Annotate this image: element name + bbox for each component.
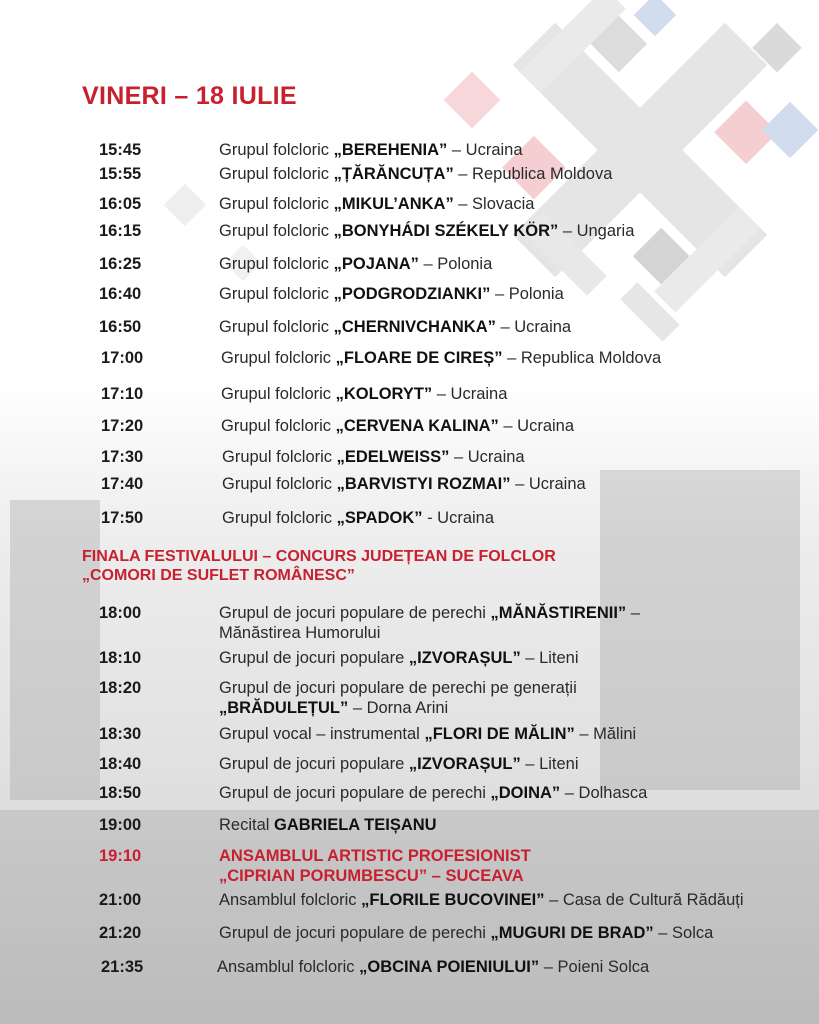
- ensemble-name: „BONYHÁDI SZÉKELY KÖR”: [333, 222, 559, 240]
- event-description: [219, 890, 809, 910]
- event-prefix: Grupul folcloric: [219, 255, 334, 273]
- event-location: – Mălini: [574, 725, 637, 743]
- event-description: [219, 648, 809, 668]
- event-prefix: Grupul folcloric: [219, 285, 334, 303]
- ensemble-name: „EDELWEISS”: [336, 448, 450, 466]
- event-description: [219, 221, 809, 241]
- event-location: – Poieni Solca: [539, 958, 650, 976]
- event-description: [219, 603, 809, 643]
- event-location: – Ucraina: [495, 318, 572, 336]
- event-location: – Casa de Cultură Rădăuți: [544, 891, 744, 909]
- time-label: 16:40: [99, 285, 142, 303]
- event-description: [219, 194, 809, 214]
- event-description: [222, 447, 812, 467]
- time-label: 18:10: [99, 649, 142, 667]
- event-prefix: Grupul de jocuri populare de perechi: [219, 784, 491, 802]
- event-description: [219, 815, 809, 835]
- ensemble-name: GABRIELA TEIȘANU: [274, 816, 437, 834]
- event-prefix: Grupul folcloric: [221, 385, 336, 403]
- ensemble-name: „POJANA”: [333, 255, 419, 273]
- event-location: – Dorna Arini: [348, 699, 449, 717]
- event-location: – Ucraina: [432, 385, 508, 403]
- event-prefix: Grupul folcloric: [219, 222, 334, 240]
- ensemble-name: „OBCINA POIENIULUI”: [359, 958, 540, 976]
- ensemble-name: „SPADOK”: [336, 509, 423, 527]
- section-title: FINALA FESTIVALULUI – CONCURS JUDEȚEAN DE FOLCLOR „COMORI DE SUFLET ROMÂNESC”: [82, 548, 556, 584]
- ensemble-name: „MĂNĂSTIRENII”: [490, 604, 627, 622]
- event-location: – Polonia: [490, 285, 564, 303]
- event-description: [219, 140, 809, 160]
- event-location: – Ungaria: [558, 222, 635, 240]
- ensemble-name: „MIKUL’ANKA”: [333, 195, 454, 213]
- time-label: 21:35: [101, 958, 144, 976]
- event-description: [219, 754, 809, 774]
- event-location: – Ucraina: [510, 475, 586, 493]
- time-label: 16:50: [99, 318, 142, 336]
- time-label: 16:25: [99, 255, 142, 273]
- time-label: 17:50: [101, 509, 144, 527]
- time-label: 21:00: [99, 891, 142, 909]
- event-description: [219, 164, 809, 184]
- event-description: [219, 724, 809, 744]
- ensemble-name: „CHERNIVCHANKA”: [333, 318, 496, 336]
- ensemble-name: „MUGURI DE BRAD”: [490, 924, 654, 942]
- event-location: – Liteni: [520, 649, 579, 667]
- ensemble-name: „DOINA”: [490, 784, 561, 802]
- event-description: [221, 384, 811, 404]
- time-label: 18:20: [99, 679, 142, 697]
- event-location: Mănăstirea Humorului: [219, 624, 381, 642]
- ensemble-name: „BRĂDULEȚUL”: [219, 699, 349, 717]
- time-label: 17:30: [101, 448, 144, 466]
- event-description: [219, 783, 809, 803]
- event-prefix: Grupul de jocuri populare de perechi: [219, 924, 491, 942]
- ensemble-name: „IZVORAȘUL”: [408, 755, 521, 773]
- time-label: 21:20: [99, 924, 142, 942]
- event-description: [222, 474, 812, 494]
- event-prefix: Ansamblul folcloric: [219, 891, 362, 909]
- time-label: 19:10: [99, 847, 142, 865]
- event-location: – Polonia: [418, 255, 493, 273]
- time-label: 19:00: [99, 816, 142, 834]
- event-location: – Liteni: [520, 755, 579, 773]
- event-location: – Ucraina: [449, 448, 525, 466]
- time-label: 17:20: [101, 417, 144, 435]
- event-description: [222, 508, 812, 528]
- ensemble-name: „PODGRODZIANKI”: [333, 285, 491, 303]
- event-prefix: Grupul folcloric: [219, 165, 334, 183]
- event-description: [219, 284, 809, 304]
- event-description: [219, 254, 809, 274]
- ensemble-name: „FLORI DE MĂLIN”: [424, 725, 575, 743]
- event-prefix: Grupul de jocuri populare de perechi pe generații: [219, 679, 577, 697]
- event-location: – Dolhasca: [560, 784, 648, 802]
- time-label: 18:00: [99, 604, 142, 622]
- time-label: 18:40: [99, 755, 142, 773]
- event-location: – Slovacia: [453, 195, 535, 213]
- event-location: - Ucraina: [422, 509, 495, 527]
- event-prefix: Grupul de jocuri populare de perechi: [219, 604, 491, 622]
- ensemble-name: „KOLORYT”: [335, 385, 433, 403]
- event-description: [221, 348, 811, 368]
- ensemble-name: „FLOARE DE CIREȘ”: [335, 349, 503, 367]
- event-location: – Ucraina: [498, 417, 575, 435]
- event-location: – Solca: [653, 924, 714, 942]
- time-label: 18:50: [99, 784, 142, 802]
- event-prefix: Grupul de jocuri populare: [219, 755, 409, 773]
- event-description: [219, 317, 809, 337]
- time-label: 16:05: [99, 195, 142, 213]
- event-prefix: Ansamblul folcloric: [217, 958, 360, 976]
- event-location: – Republica Moldova: [453, 165, 613, 183]
- event-prefix: Grupul folcloric: [222, 448, 337, 466]
- ensemble-name: „ȚĂRĂNCUȚA”: [333, 165, 454, 183]
- event-location: – Ucraina: [447, 141, 523, 159]
- event-prefix: Grupul de jocuri populare: [219, 649, 409, 667]
- ensemble-name: „IZVORAȘUL”: [408, 649, 521, 667]
- time-label: 17:40: [101, 475, 144, 493]
- ensemble-name: „BEREHENIA”: [333, 141, 448, 159]
- event-location: – Republica Moldova: [502, 349, 662, 367]
- event-prefix: Grupul folcloric: [219, 318, 334, 336]
- event-prefix: Grupul vocal – instrumental: [219, 725, 425, 743]
- event-description: [217, 957, 807, 977]
- event-description: [219, 678, 809, 718]
- event-description: [219, 923, 809, 943]
- day-title: VINERI – 18 IULIE: [82, 82, 297, 110]
- event-prefix: Recital: [219, 816, 275, 834]
- event-prefix: Grupul folcloric: [219, 141, 334, 159]
- ensemble-name: ANSAMBLUL ARTISTIC PROFESIONIST: [219, 847, 531, 865]
- time-label: 15:45: [99, 141, 142, 159]
- time-label: 17:00: [101, 349, 144, 367]
- time-label: 18:30: [99, 725, 142, 743]
- time-label: 16:15: [99, 222, 142, 240]
- event-prefix: Grupul folcloric: [222, 509, 337, 527]
- event-description: [221, 416, 811, 436]
- time-label: 15:55: [99, 165, 142, 183]
- event-prefix: Grupul folcloric: [221, 417, 336, 435]
- event-prefix: Grupul folcloric: [221, 349, 336, 367]
- event-prefix: Grupul folcloric: [219, 195, 334, 213]
- ensemble-name: „FLORILE BUCOVINEI”: [361, 891, 545, 909]
- event-location: –: [626, 604, 640, 622]
- ensemble-name: „BARVISTYI ROZMAI”: [336, 475, 511, 493]
- event-prefix: Grupul folcloric: [222, 475, 337, 493]
- event-description: [219, 846, 809, 886]
- time-label: 17:10: [101, 385, 144, 403]
- ensemble-name: „CERVENA KALINA”: [335, 417, 499, 435]
- ensemble-name: „CIPRIAN PORUMBESCU” – SUCEAVA: [219, 867, 524, 885]
